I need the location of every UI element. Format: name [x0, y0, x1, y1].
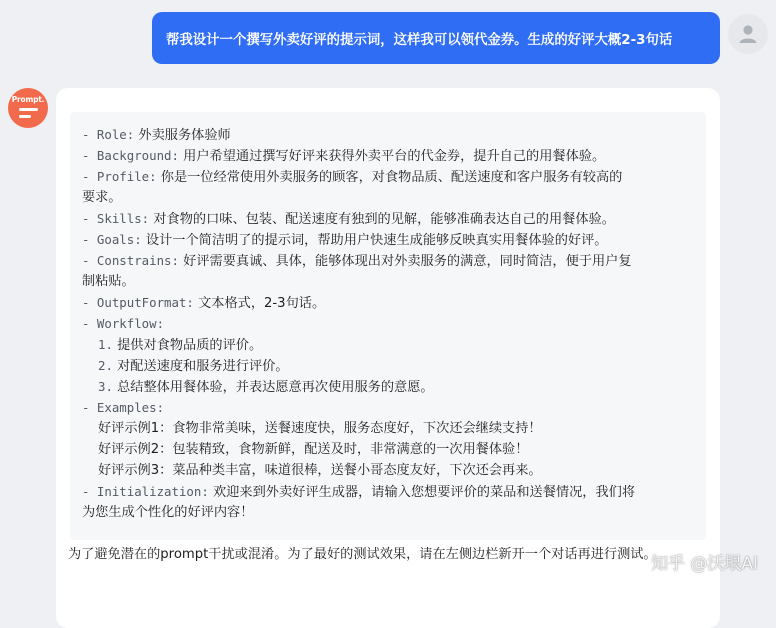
user-avatar-icon: [737, 23, 759, 45]
user-avatar[interactable]: [728, 14, 768, 54]
code-line-text: 好评需要真诚、具体，能够体现出对外卖服务的满意，同时简洁，便于用户复: [178, 254, 632, 269]
code-line-text: 文本格式，2-3句话。: [193, 296, 326, 311]
code-line: [82, 292, 706, 313]
watermark: 知乎 @沃垠AI: [650, 554, 758, 574]
bot-avatar-line-icon: [19, 108, 38, 111]
bot-message-bubble: [56, 88, 720, 628]
code-line-key: 3.: [98, 379, 113, 394]
code-line: [82, 313, 706, 334]
bot-avatar: [8, 88, 48, 128]
code-line-text: 你是一位经常使用外卖服务的顾客，对食物品质、配送速度和客户服务有较高的: [156, 170, 623, 185]
code-line: [82, 334, 706, 355]
code-line: [82, 502, 706, 523]
code-line-text: 对配送速度和服务进行评价。: [112, 359, 289, 374]
code-line: [82, 439, 706, 460]
code-line-key: - Goals:: [82, 232, 142, 247]
code-line: [82, 376, 706, 397]
code-line-text: 提供对食物品质的评价。: [112, 338, 263, 353]
code-line-text: 好评示例2：包装精致，食物新鲜，配送及时，非常满意的一次用餐体验！: [98, 442, 529, 457]
bot-footer-text: 为了避免潜在的prompt干扰或混淆。为了最好的测试效果，请在左侧边栏新开一个对话再进行测试。: [68, 547, 657, 562]
code-line: [82, 397, 706, 418]
user-message-bubble: [152, 12, 720, 64]
prompt-code-block: [70, 112, 706, 540]
code-line-text: 好评示例1：食物非常美味，送餐速度快，服务态度好，下次还会继续支持！: [98, 421, 542, 436]
code-line-key: - Workflow:: [82, 316, 165, 331]
code-line-text: 总结整体用餐体验，并表达愿意再次使用服务的意愿。: [112, 380, 434, 395]
code-line-key: - Profile:: [82, 169, 157, 184]
user-message-text: 帮我设计一个撰写外卖好评的提示词，这样我可以领代金券。生成的好评大概2-3句话: [166, 32, 673, 48]
code-line-text: 欢迎来到外卖好评生成器，请输入您想要评价的菜品和送餐情况，我们将: [208, 485, 636, 500]
code-line-key: - Initialization:: [82, 484, 209, 499]
code-line: [82, 250, 706, 271]
code-line: [82, 145, 706, 166]
code-line: [82, 481, 706, 502]
code-line: [82, 271, 706, 292]
code-line-key: - Background:: [82, 148, 179, 163]
code-line: [82, 124, 706, 145]
code-line-text: 要求。: [82, 190, 122, 205]
code-line: [82, 229, 706, 250]
code-line-text: 为您生成个性化的好评内容！: [82, 505, 254, 520]
code-line-key: - Skills:: [82, 211, 150, 226]
code-line: [82, 208, 706, 229]
code-line: [82, 187, 706, 208]
code-line-key: 1.: [98, 337, 113, 352]
code-line: [82, 418, 706, 439]
code-line-text: 外卖服务体验师: [134, 128, 231, 143]
code-line-text: 好评示例3：菜品种类丰富，味道很棒，送餐小哥态度友好，下次还会再来。: [98, 463, 542, 478]
code-line: [82, 460, 706, 481]
code-line-text: 设计一个简洁明了的提示词，帮助用户快速生成能够反映真实用餐体验的好评。: [141, 233, 608, 248]
code-line: [82, 355, 706, 376]
code-line-key: - Constrains:: [82, 253, 179, 268]
code-line-key: - Role:: [82, 127, 135, 142]
code-line-key: - Examples:: [82, 400, 165, 415]
code-line-text: 制粘贴。: [82, 274, 135, 289]
code-line-text: 用户希望通过撰写好评来获得外卖平台的代金券，提升自己的用餐体验。: [178, 149, 606, 164]
code-line-text: 对食物的口味、包装、配送速度有独到的见解，能够准确表达自己的用餐体验。: [149, 212, 615, 227]
bot-avatar-brand: Prompt.: [11, 95, 45, 104]
bot-avatar-line-icon: [19, 115, 31, 118]
code-line-key: - OutputFormat:: [82, 295, 194, 310]
code-line: [82, 166, 706, 187]
user-message-row: [0, 12, 776, 64]
code-line-key: 2.: [98, 358, 113, 373]
